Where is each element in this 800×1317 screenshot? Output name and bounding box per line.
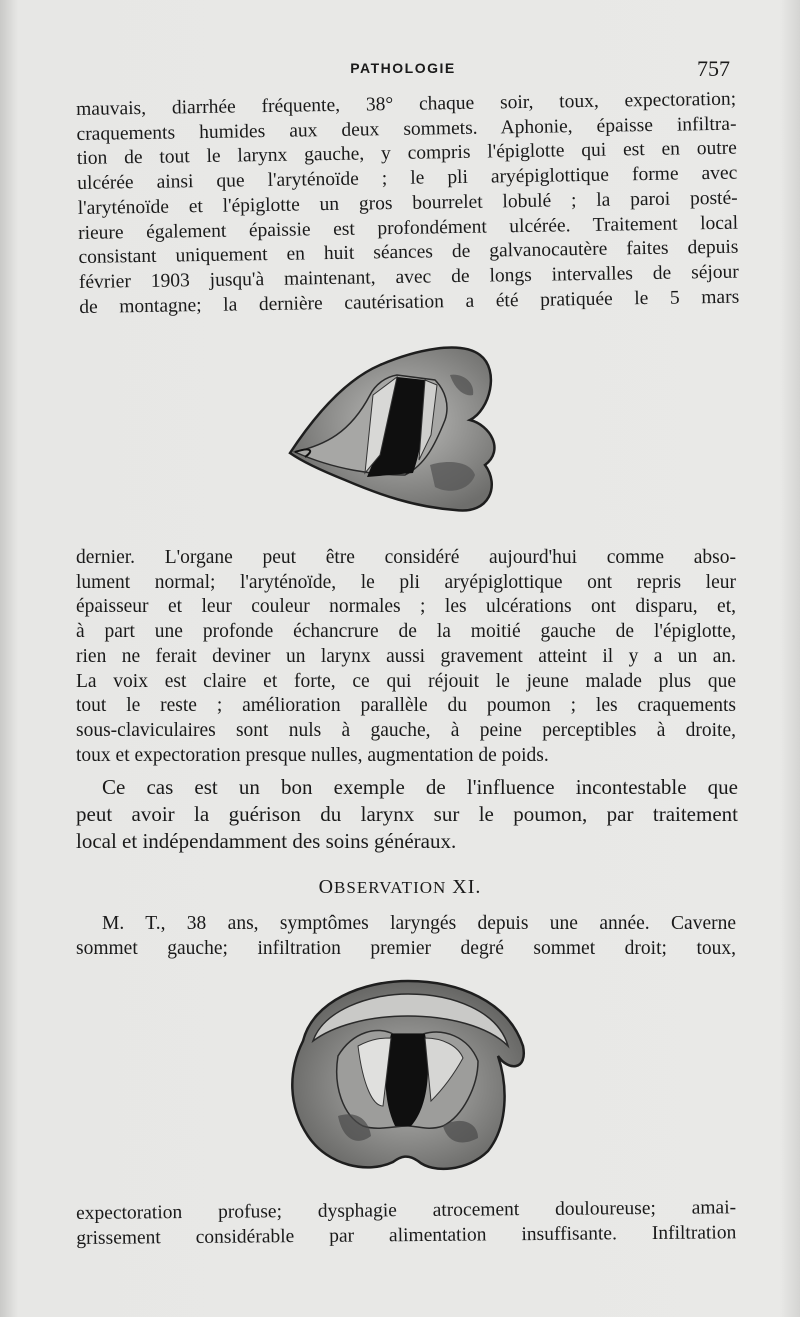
- heading-number: XI.: [446, 876, 482, 898]
- paragraph-3: [76, 774, 738, 855]
- paragraph-4: [76, 912, 736, 961]
- text-line: épaisseur et leur couleur normales ; les ulcérations ont disparu, et,: [76, 596, 736, 618]
- running-head: PATHOLOGIE: [350, 60, 456, 76]
- paragraph-1: [76, 88, 739, 321]
- heading-smallcaps: BSERVATION: [334, 878, 447, 897]
- larynx-illustration-2: [283, 976, 528, 1176]
- text-line: La voix est claire et forte, ce qui réjouit le jeune malade plus que: [76, 670, 736, 692]
- text-line: expectoration profuse; dysphagie atrocement douloureuse; amai-: [76, 1197, 737, 1224]
- heading-initial: O: [318, 876, 335, 898]
- text-line: mauvais, diarrhée fréquente, 38° chaque soir, toux, expectoration;: [76, 88, 737, 120]
- observation-heading: [0, 876, 800, 899]
- text-line: rieure également épaissie est profondément ulcérée. Traitement local: [77, 212, 739, 244]
- text-line: l'aryténoïde et l'épiglotte un gros bourrelet lobulé ; la paroi posté-: [77, 187, 738, 219]
- text-line: lument normal; l'aryténoïde, le pli aryépiglottique ont repris leur: [76, 571, 736, 593]
- text-line: tion de tout le larynx gauche, y compris l'épiglotte qui est en outre: [76, 138, 738, 170]
- text-line: février 1903 jusqu'à maintenant, avec de longs intervalles de séjour: [78, 261, 739, 293]
- text-line: craquements humides aux deux sommets. Aphonie, épaisse infiltra-: [76, 113, 737, 145]
- page-header: [76, 56, 730, 86]
- text-line: rien ne ferait deviner un larynx aussi gravement atteint il y a un an.: [76, 645, 736, 667]
- text-line: tout le reste ; amélioration parallèle du poumon ; les craquements: [76, 695, 736, 717]
- paragraph-2: [76, 546, 736, 768]
- paragraph-5: [76, 1196, 736, 1251]
- text-line: consistant uniquement en huit séances de galvanocautère faites depuis: [78, 236, 739, 269]
- text-line: grissement considérable par alimentation insuffisante. Infiltration: [76, 1221, 737, 1249]
- text-line: sommet gauche; infiltration premier degré sommet droit; toux,: [76, 937, 736, 959]
- text-line: peut avoir la guérison du larynx sur le poumon, par traitement: [76, 802, 738, 826]
- text-line: sous-claviculaires sont nuls à gauche, à peine perceptibles à droite,: [76, 719, 736, 741]
- text-line: dernier. L'organe peut être considéré aujourd'hui comme abso-: [76, 547, 736, 568]
- larynx-illustration-1: [285, 335, 505, 525]
- page-number: 757: [697, 56, 730, 81]
- text-line: ulcérée ainsi que l'aryténoïde ; le pli aryépiglottique forme avec: [77, 162, 738, 195]
- text-line: de montagne; la dernière cautérisation a été pratiquée le 5 mars: [79, 286, 740, 318]
- text-line: toux et expectoration presque nulles, augmentation de poids.: [76, 744, 549, 766]
- text-line: M. T., 38 ans, symptômes laryngés depuis une année. Caverne: [102, 913, 736, 934]
- text-line: à part une profonde échancrure de la moitié gauche de l'épiglotte,: [76, 621, 736, 643]
- text-line: local et indépendamment des soins généraux.: [76, 829, 457, 853]
- text-line: Ce cas est un bon exemple de l'influence incontestable que: [102, 775, 738, 799]
